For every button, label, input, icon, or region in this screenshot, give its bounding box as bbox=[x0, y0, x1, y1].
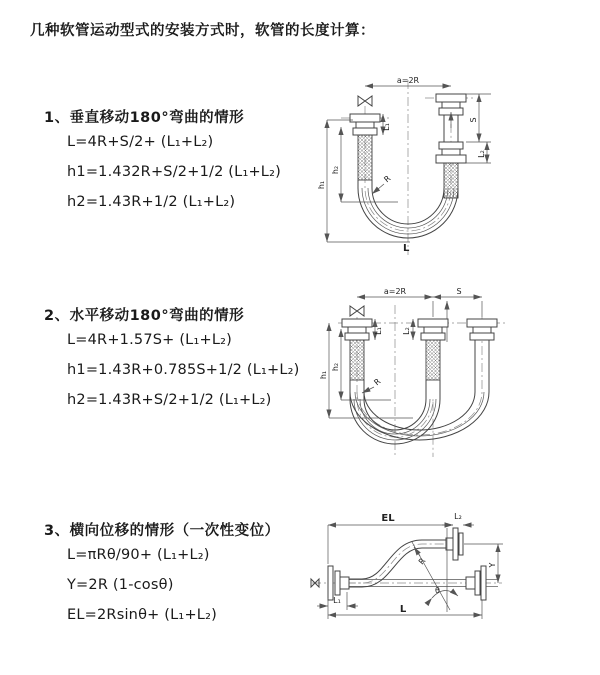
flange-lower-right bbox=[466, 566, 486, 600]
dim-label-l1: L₁ bbox=[382, 123, 391, 131]
flange-left bbox=[328, 566, 349, 600]
flange bbox=[356, 122, 374, 128]
formula-line: Y=2R (1-cosθ) bbox=[67, 577, 174, 593]
flange bbox=[436, 94, 466, 102]
flange-right-moved bbox=[467, 319, 497, 340]
flange bbox=[442, 102, 460, 108]
dim-label-y: Y bbox=[488, 562, 497, 568]
dim-label-l: L bbox=[399, 604, 407, 615]
flange-middle bbox=[418, 319, 448, 340]
formula-line: L=4R+S/2+ (L₁+L₂) bbox=[67, 134, 214, 150]
section-horizontal-movement bbox=[0, 304, 330, 429]
dim-label-h1: h₁ bbox=[317, 180, 326, 190]
dim-label-a2r: a=2R bbox=[396, 76, 420, 85]
formula-line: h1=1.432R+S/2+1/2 (L₁+L₂) bbox=[67, 164, 281, 180]
flange-upper-right bbox=[446, 528, 463, 560]
diagram-vertical-180-bend bbox=[313, 70, 528, 260]
dim-label-h2: h₂ bbox=[331, 362, 340, 372]
radius-label: R bbox=[382, 173, 393, 185]
dim-label-a2r: a=2R bbox=[383, 287, 407, 296]
flange-left bbox=[342, 319, 372, 340]
dim-label-s: S bbox=[469, 117, 478, 123]
flange bbox=[353, 128, 377, 135]
braided-hose bbox=[350, 340, 364, 380]
hose-inner-wall bbox=[347, 548, 446, 587]
dim-label-h2: h₂ bbox=[331, 165, 340, 175]
radius-label: R bbox=[416, 556, 428, 567]
hose-outer-wall bbox=[350, 349, 489, 440]
dim-label-h1: h₁ bbox=[319, 370, 328, 380]
formula-line: h2=1.43R+S/2+1/2 (L₁+L₂) bbox=[67, 392, 272, 408]
dim-label-el: EL bbox=[381, 513, 395, 524]
flange bbox=[350, 114, 380, 122]
dim-label-l1: L₁ bbox=[374, 327, 383, 335]
section-lateral-displacement bbox=[0, 519, 330, 644]
hose-outer-wall bbox=[347, 540, 446, 579]
dim-label-s: S bbox=[456, 287, 462, 296]
valve-icon bbox=[350, 306, 364, 316]
dim-label-l2: L₂ bbox=[454, 512, 462, 521]
braided-hose bbox=[426, 340, 440, 380]
diagram-horizontal-180-bend bbox=[313, 287, 535, 465]
formula-line: h2=1.43R+1/2 (L₁+L₂) bbox=[67, 194, 236, 210]
radius-leader bbox=[372, 184, 384, 194]
length-label: L bbox=[403, 243, 410, 254]
braided-hose bbox=[444, 163, 458, 198]
dim-label-l2: L₂ bbox=[402, 327, 411, 335]
flange bbox=[439, 142, 463, 149]
formula-line: L=4R+1.57S+ (L₁+L₂) bbox=[67, 332, 232, 348]
braided-hose bbox=[358, 135, 372, 180]
formula-line: L=πRθ/90+ (L₁+L₂) bbox=[67, 547, 210, 563]
section-3-heading: 3、横向位移的情形（一次性变位） bbox=[44, 523, 280, 539]
section-vertical-movement bbox=[0, 106, 330, 231]
radius-label: R bbox=[372, 376, 383, 388]
angle-label: θ bbox=[435, 586, 440, 595]
valve-icon bbox=[358, 96, 372, 106]
flange bbox=[442, 149, 460, 155]
flange bbox=[436, 155, 466, 163]
formula-line: h1=1.43R+0.785S+1/2 (L₁+L₂) bbox=[67, 362, 300, 378]
dim-label-l1: L₁ bbox=[333, 596, 341, 605]
section-2-heading: 2、水平移动180°弯曲的情形 bbox=[44, 308, 245, 324]
section-1-heading: 1、垂直移动180°弯曲的情形 bbox=[44, 110, 245, 126]
dim-label-l2: L₂ bbox=[477, 150, 486, 158]
formula-line: EL=2Rsinθ+ (L₁+L₂) bbox=[67, 607, 217, 623]
page-title: 几种软管运动型式的安装方式时，软管的长度计算： bbox=[30, 23, 375, 39]
diagram-lateral-displacement bbox=[300, 498, 535, 650]
